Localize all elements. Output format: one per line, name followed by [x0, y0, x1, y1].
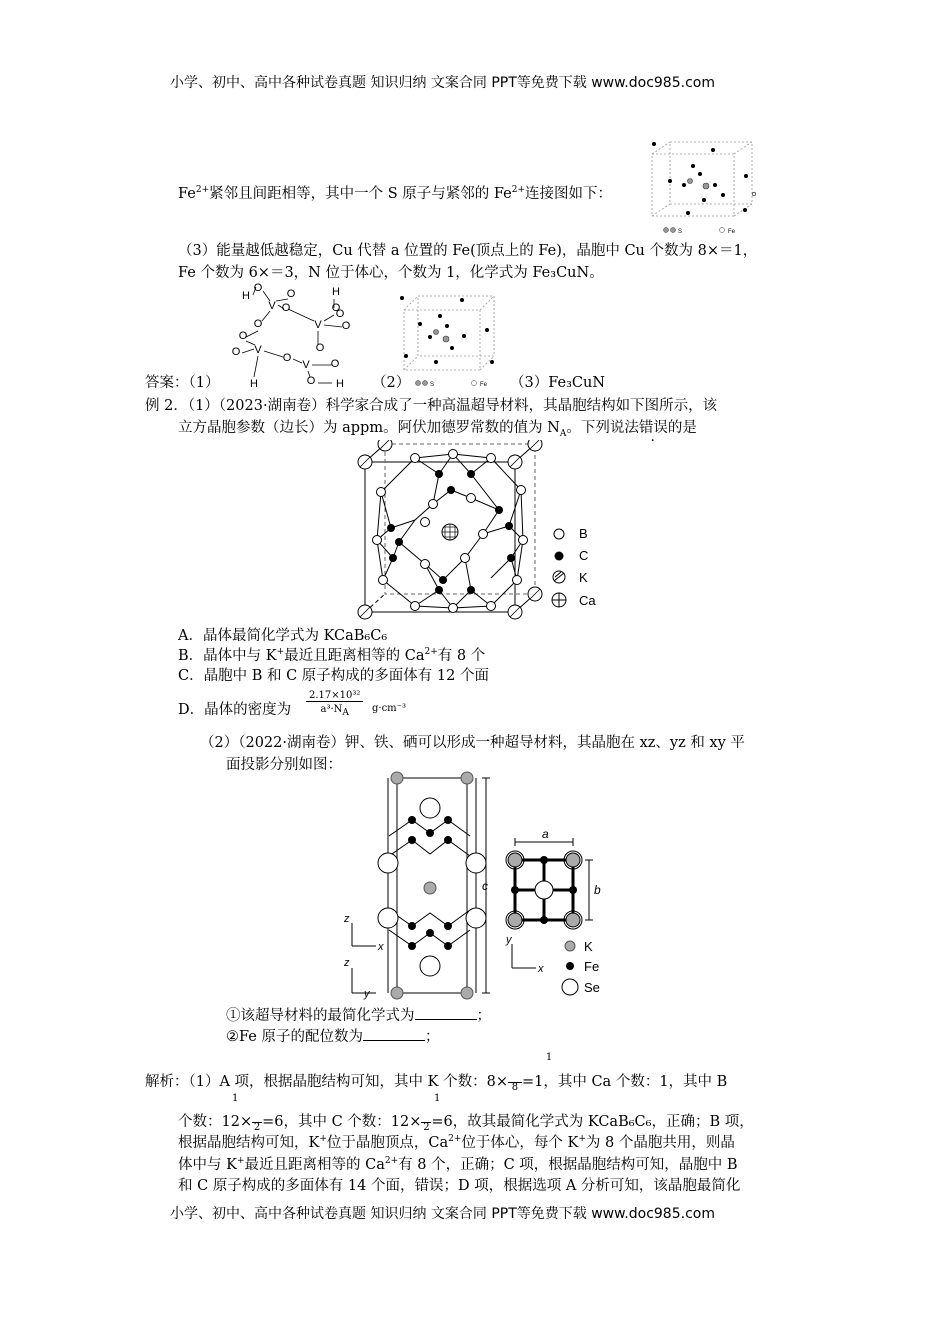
- kcab6c6-crystal-figure: [355, 440, 620, 625]
- svg-text:H: H: [250, 378, 258, 390]
- part2-line: $Fe^{2+}$紧邻且间距相等，其中一个 S 原子与紧邻的 $Fe^{2+}$连接图如下：: [178, 185, 613, 202]
- blank2-text: ②Fe 原子的配位数为: [226, 1029, 363, 1045]
- svg-text:O: O: [238, 330, 248, 342]
- legend-c: C: [579, 548, 589, 563]
- axis-label: x: [538, 963, 544, 975]
- legend: [562, 939, 600, 995]
- fraction-denominator: a³·N: [320, 704, 343, 715]
- answer-item3: （3）Fe₃CuN: [510, 375, 606, 391]
- analysis-line5: 和 C 原子构成的多面体有 14 个面，错误；D 项，根据选项 A 分析可知，该晶胞最简化: [178, 1178, 741, 1194]
- analysis-text: 个数：12×: [178, 1114, 253, 1130]
- analysis-text: =6，故其最简化学式为 KCaB₆C₆，正确；B 项，: [431, 1114, 754, 1130]
- sup-charge: +: [236, 1156, 245, 1167]
- blank-coordination: [226, 1027, 439, 1048]
- svg-text:O: O: [281, 302, 291, 314]
- analysis-text: 有 8 个，正确；C 项，根据晶胞结构可知，晶胞中 B: [398, 1157, 738, 1173]
- svg-text:V: V: [302, 359, 310, 371]
- fes2-cell-figure: [640, 138, 770, 238]
- svg-text:V: V: [254, 344, 262, 356]
- kfese-projection-figure: [340, 768, 630, 1003]
- axis-label: y: [506, 934, 512, 946]
- sup-charge: 2+: [195, 185, 210, 196]
- example2-line2: [178, 418, 697, 439]
- emphasis-wrong: 错误: [638, 420, 668, 436]
- analysis-text: =6，其中 C 个数：12×: [262, 1114, 422, 1130]
- svg-text:O: O: [331, 302, 341, 314]
- axis-label: z: [344, 913, 350, 925]
- q2-line2: 面投影分别如图：: [226, 757, 342, 773]
- svg-text:O: O: [306, 375, 316, 387]
- svg-text:V: V: [314, 319, 322, 331]
- q2-line1: （2）（2022·湖南卷）钾、铁、硒可以形成一种超导材料，其晶胞在 xz、yz 和 xy 平: [200, 735, 745, 751]
- answer-blank: [415, 1007, 477, 1020]
- legend-fe: Fe: [728, 229, 736, 235]
- part3-line2: Fe 个数为 6×＝3，N 位于体心，个数为 1，化学式为 Fe₃CuN。: [178, 265, 604, 281]
- svg-text:H: H: [242, 290, 250, 302]
- svg-text:O: O: [231, 346, 241, 358]
- page-header: 小学、初中、高中各种试卷真题 知识归纳 文案合同 PPT等免费下载 www.doc985.com: [170, 75, 715, 91]
- legend-k: K: [584, 939, 593, 954]
- analysis-line3: [178, 1133, 735, 1154]
- legend-s: S: [678, 229, 683, 235]
- axis-label: x: [378, 941, 384, 953]
- svg-text:O: O: [330, 358, 340, 370]
- sup-charge: 2+: [424, 647, 438, 658]
- legend: [664, 228, 736, 236]
- blank-formula: [226, 1006, 491, 1027]
- semicolon: ；: [424, 1029, 440, 1045]
- analysis-line4: [178, 1155, 738, 1176]
- answer-line: [145, 373, 219, 394]
- sup-charge: 2+: [511, 185, 526, 196]
- example2-line1: 例 2．（1）（2023·湖南卷）科学家合成了一种高温超导材料，其晶胞结构如下图所示，该: [145, 398, 718, 414]
- blank1-text: ①该超导材料的最简化学式为: [226, 1008, 415, 1024]
- analysis-text: 为 8 个晶胞共用，则晶: [585, 1135, 735, 1151]
- fraction-numerator: 1: [545, 1052, 553, 1063]
- ex2-text-a: 立方晶胞参数（边长）为 appm。阿伏加德罗常数的值为 N: [178, 420, 560, 436]
- svg-text:V: V: [268, 300, 276, 312]
- ex2-text-b: 。下列说法: [566, 420, 639, 436]
- svg-text:O: O: [315, 342, 325, 354]
- svg-text:O: O: [286, 288, 296, 300]
- ex2-text-d: 的是: [667, 420, 697, 436]
- answer-item2: （2）: [372, 375, 411, 391]
- sup-charge: 2+: [384, 1156, 399, 1167]
- analysis-text: 根据晶胞结构可知，K: [178, 1135, 320, 1151]
- legend-ca: Ca: [579, 593, 596, 608]
- analysis-text: 体中与 K: [178, 1157, 237, 1173]
- fraction-denominator: 8: [508, 1082, 522, 1093]
- sup-charge: 2+: [448, 1134, 462, 1145]
- analysis-line2: [178, 1112, 754, 1133]
- sub-a: A: [342, 708, 349, 718]
- fraction-denominator: 2: [253, 1122, 261, 1133]
- label-b: b: [594, 883, 601, 897]
- density-fraction: [306, 690, 363, 718]
- legend-b: B: [579, 526, 588, 541]
- label-c: c: [482, 879, 488, 893]
- axis-label: y: [364, 988, 370, 1000]
- density-unit: g·cm⁻³: [372, 703, 406, 714]
- semicolon: ；: [476, 1008, 491, 1024]
- analysis-text: 位于晶胞顶点，Ca: [326, 1135, 449, 1151]
- sup-charge: +: [276, 647, 285, 658]
- page-footer: 小学、初中、高中各种试卷真题 知识归纳 文案合同 PPT等免费下载 www.doc985.com: [170, 1206, 715, 1222]
- svg-text:H: H: [336, 378, 344, 390]
- optb-c: 有 8 个: [437, 648, 486, 664]
- fraction-numerator: 2.17×10³²: [306, 690, 363, 702]
- sub-a: A: [559, 428, 567, 439]
- fraction-1-2: 1: [232, 1093, 239, 1104]
- analysis-text: 最近且距离相等的 Ca: [244, 1157, 385, 1173]
- svg-text:O: O: [253, 283, 263, 294]
- fraction-1-8: [544, 1052, 554, 1063]
- svg-text:O: O: [282, 352, 292, 364]
- fraction-denominator: 2: [423, 1122, 430, 1133]
- svg-text:H: H: [332, 286, 340, 298]
- vanadate-ring-structure: [228, 283, 368, 395]
- option-a: A．晶体最简化学式为 KCaB₆C₆: [178, 628, 388, 644]
- legend-fe: Fe: [480, 382, 488, 388]
- legend-s: S: [430, 382, 435, 388]
- axes-xy: [512, 944, 536, 968]
- svg-text:O: O: [335, 308, 345, 320]
- part2-text-a: 紧邻且间距相等，其中一个 S 原子与紧邻的 Fe: [209, 186, 512, 202]
- fraction-1-2: 1: [434, 1093, 441, 1104]
- analysis-line1: [145, 1072, 727, 1093]
- analysis-text: 解析：（1）A 项，根据晶胞结构可知，其中 K 个数：8×: [145, 1074, 508, 1090]
- svg-text:O: O: [253, 318, 263, 330]
- axes-xz: [352, 923, 376, 946]
- answer-blank: [363, 1028, 425, 1041]
- optb-b: 最近且距离相等的 Ca: [284, 648, 425, 664]
- legend: [552, 526, 596, 608]
- analysis-text: =1，其中 Ca 个数：1，其中 B: [521, 1074, 728, 1090]
- part2-text-b: 连接图如下：: [525, 186, 613, 202]
- option-b: [178, 646, 485, 667]
- sup-charge: +: [578, 1134, 586, 1145]
- option-d: D．晶体的密度为: [178, 702, 292, 718]
- option-c: C．晶胞中 B 和 C 原子构成的多面体有 12 个面: [178, 668, 489, 684]
- analysis-text: 位于体心，每个 K: [461, 1135, 579, 1151]
- svg-text:O: O: [341, 320, 351, 332]
- legend-se: Se: [584, 980, 600, 995]
- answer-label: 答案：（1）: [145, 375, 220, 391]
- optb-a: B．晶体中与 K: [178, 648, 277, 664]
- axis-label: z: [344, 957, 350, 969]
- legend-fe: Fe: [584, 959, 600, 974]
- part3-line1: （3）能量越低越稳定，Cu 代替 a 位置的 Fe(顶点上的 Fe)，晶胞中 Cu 个数为 8×＝1，: [178, 243, 758, 259]
- sup-charge: +: [319, 1134, 327, 1145]
- label-a: a: [542, 827, 549, 841]
- legend-k: K: [579, 570, 588, 585]
